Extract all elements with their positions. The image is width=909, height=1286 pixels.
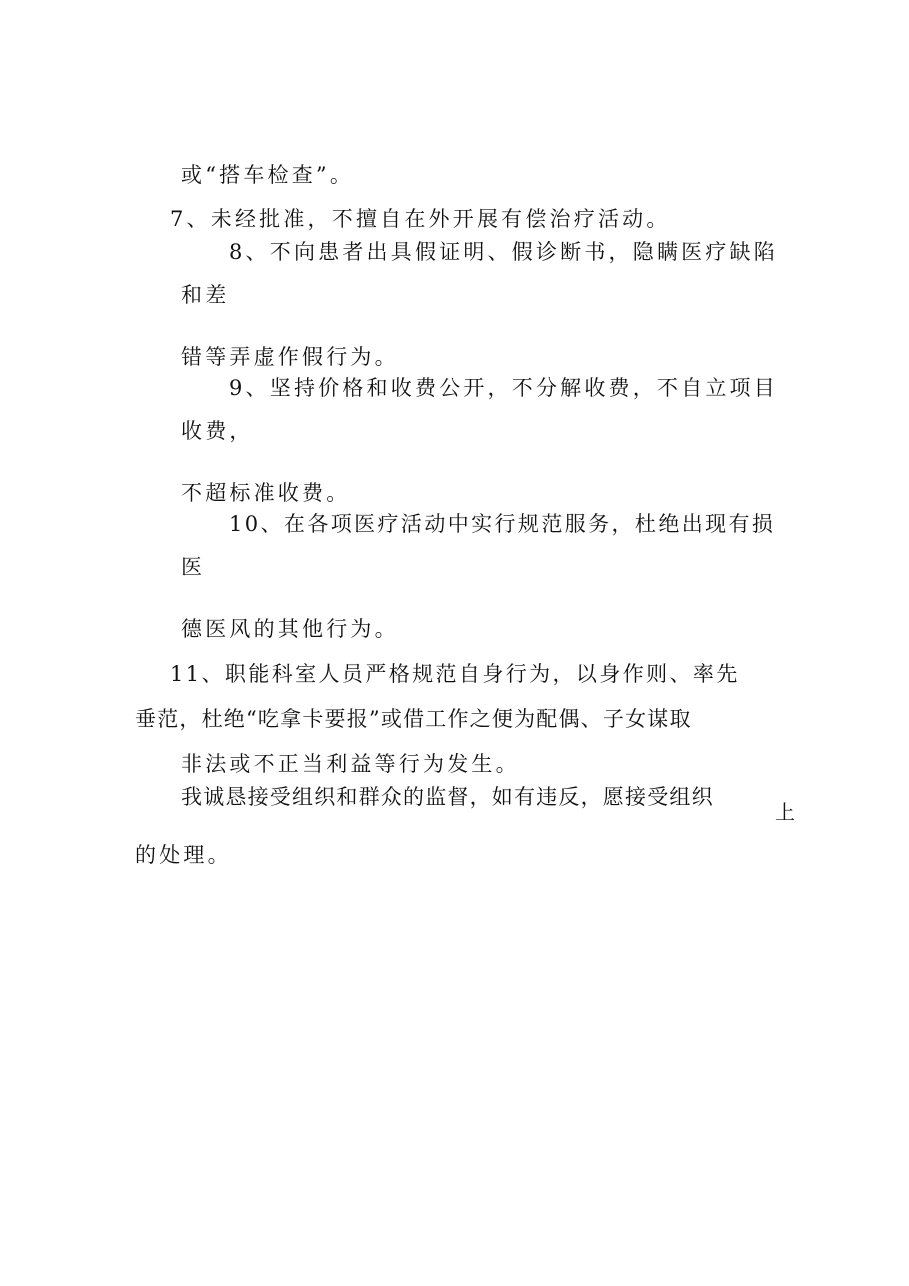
text-line-14: 非法或不正当利益等行为发生。	[181, 752, 520, 776]
text-line-8: 不超标准收费。	[181, 481, 351, 505]
text-line-4: 和差	[181, 283, 230, 307]
text-line-11: 德医风的其他行为。	[181, 617, 399, 641]
trailing-mark: 上	[775, 800, 795, 824]
text-line-15: 我诚恳接受组织和群众的监督，如有违反，愿接受组织	[181, 785, 714, 809]
text-line-5: 错等弄虚作假行为。	[181, 345, 399, 369]
text-line-13: 垂范，杜绝“吃拿卡要报”或借工作之便为配偶、子女谋取	[135, 707, 692, 731]
text-line-3: 8、不向患者出具假证明、假诊断书，隐瞒医疗缺陷	[229, 240, 778, 264]
text-line-7: 收费，	[181, 419, 254, 443]
text-line-2: 7、未经批准，不擅自在外开展有偿治疗活动。	[170, 207, 671, 231]
text-line-16: 的处理。	[135, 843, 232, 867]
text-line-12: 11、职能科室人员严格规范自身行为，以身作则、率先	[170, 662, 740, 686]
text-line-10: 医	[181, 555, 206, 579]
text-line-6: 9、坚持价格和收费公开，不分解收费，不自立项目	[229, 376, 778, 400]
text-line-9: 10、在各项医疗活动中实行规范服务，杜绝出现有损	[229, 512, 776, 536]
text-line-1: 或“搭车检查”。	[181, 163, 355, 187]
